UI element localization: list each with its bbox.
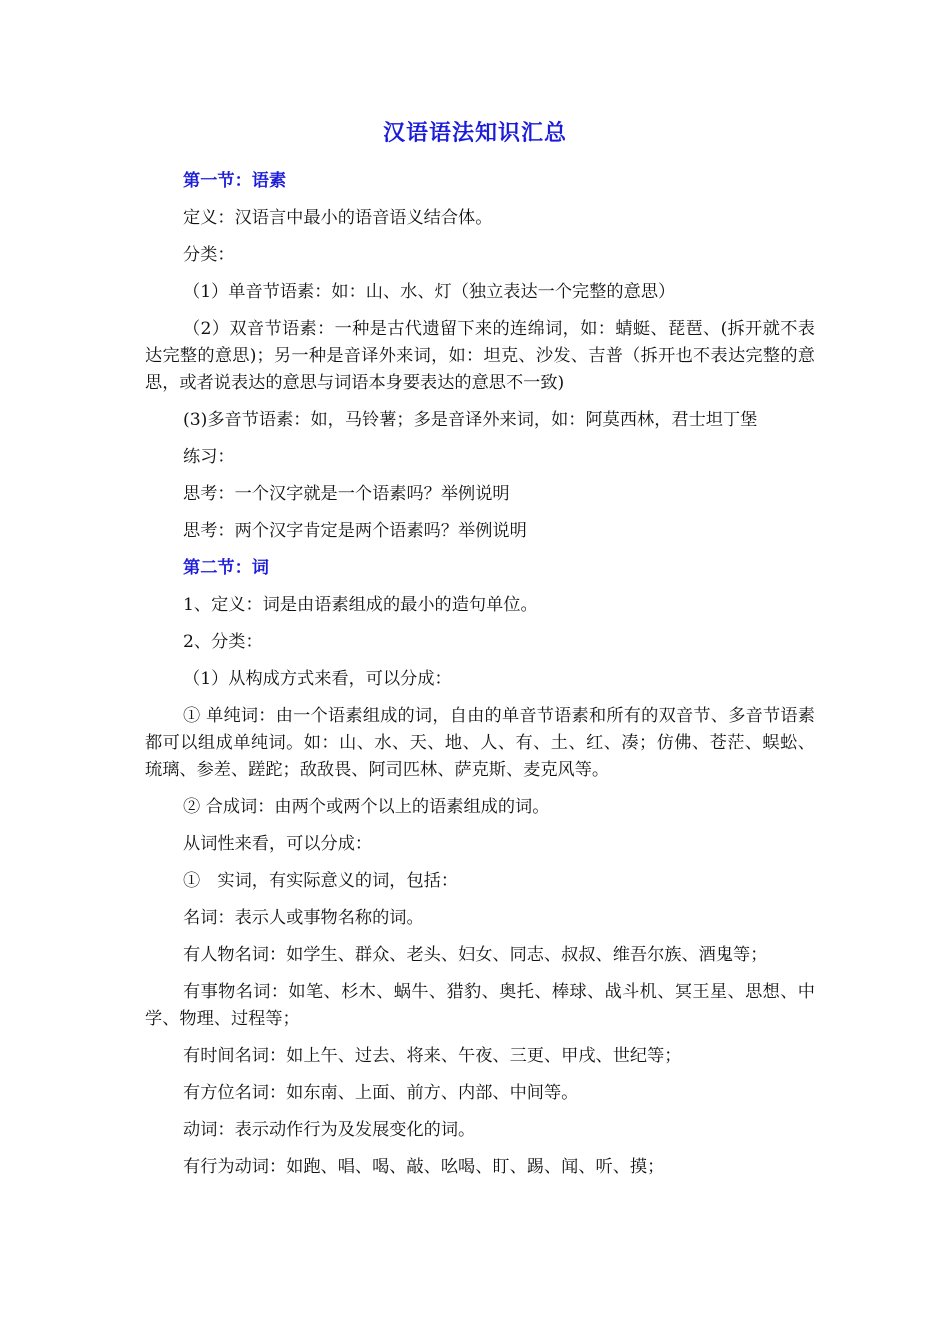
paragraph: 练习： xyxy=(183,447,235,467)
paragraph: 有方位名词：如东南、上面、前方、内部、中间等。 xyxy=(183,1083,579,1103)
paragraph: （1）从构成方式来看，可以分成： xyxy=(183,669,452,689)
paragraph: 有时间名词：如上午、过去、将来、午夜、三更、甲戌、世纪等； xyxy=(183,1046,682,1066)
paragraph: （1）单音节语素：如：山、水、灯（独立表达一个完整的意思） xyxy=(183,282,676,302)
paragraph: 有人物名词：如学生、群众、老头、妇女、同志、叔叔、维吾尔族、酒鬼等； xyxy=(183,945,768,965)
paragraph: 2、分类： xyxy=(183,632,263,652)
section-heading: 第一节：语素 xyxy=(183,171,287,191)
paragraph: 有行为动词：如跑、唱、喝、敲、吆喝、盯、踢、闻、听、摸； xyxy=(183,1157,665,1177)
paragraph: 思考：两个汉字肯定是两个语素吗？举例说明 xyxy=(183,521,527,541)
document-body xyxy=(145,168,815,1191)
paragraph: ① 单纯词：由一个语素组成的词，自由的单音节语素和所有的双音节、多音节语素都可以组成单纯词。如：山、水、天、地、人、有、土、红、凑；仿佛、苍茫、蜈蚣、琉璃、参差、蹉跎；敌敌畏、阿司匹林、萨克斯、麦克风等。 xyxy=(145,706,815,780)
document-title: 汉语语法知识汇总 xyxy=(382,120,567,146)
paragraph: 从词性来看，可以分成： xyxy=(183,834,373,854)
section-heading: 第二节：词 xyxy=(183,558,269,578)
paragraph: （2）双音节语素：一种是古代遗留下来的连绵词，如：蜻蜓、琵琶、(拆开就不表达完整的意思)；另一种是音译外来词，如：坦克、沙发、吉普（拆开也不表达完整的意思，或者说表达的意思与词语本身要表达的意思不一致) xyxy=(145,319,815,393)
paragraph: ① 实词，有实际意义的词，包括： xyxy=(183,871,459,891)
paragraph: 名词：表示人或事物名称的词。 xyxy=(183,908,424,928)
paragraph: 思考：一个汉字就是一个语素吗？举例说明 xyxy=(183,484,510,504)
paragraph: 分类： xyxy=(183,245,235,265)
paragraph: 定义：汉语言中最小的语音语义结合体。 xyxy=(183,208,493,228)
paragraph: 有事物名词：如笔、杉木、蜗牛、猎豹、奥托、棒球、战斗机、冥王星、思想、中学、物理、过程等； xyxy=(145,982,815,1029)
paragraph: 动词：表示动作行为及发展变化的词。 xyxy=(183,1120,476,1140)
paragraph: 1、定义：词是由语素组成的最小的造句单位。 xyxy=(183,595,538,615)
paragraph: (3)多音节语素：如，马铃薯；多是音译外来词，如：阿莫西林，君士坦丁堡 xyxy=(183,410,758,430)
paragraph: ② 合成词：由两个或两个以上的语素组成的词。 xyxy=(183,797,550,817)
